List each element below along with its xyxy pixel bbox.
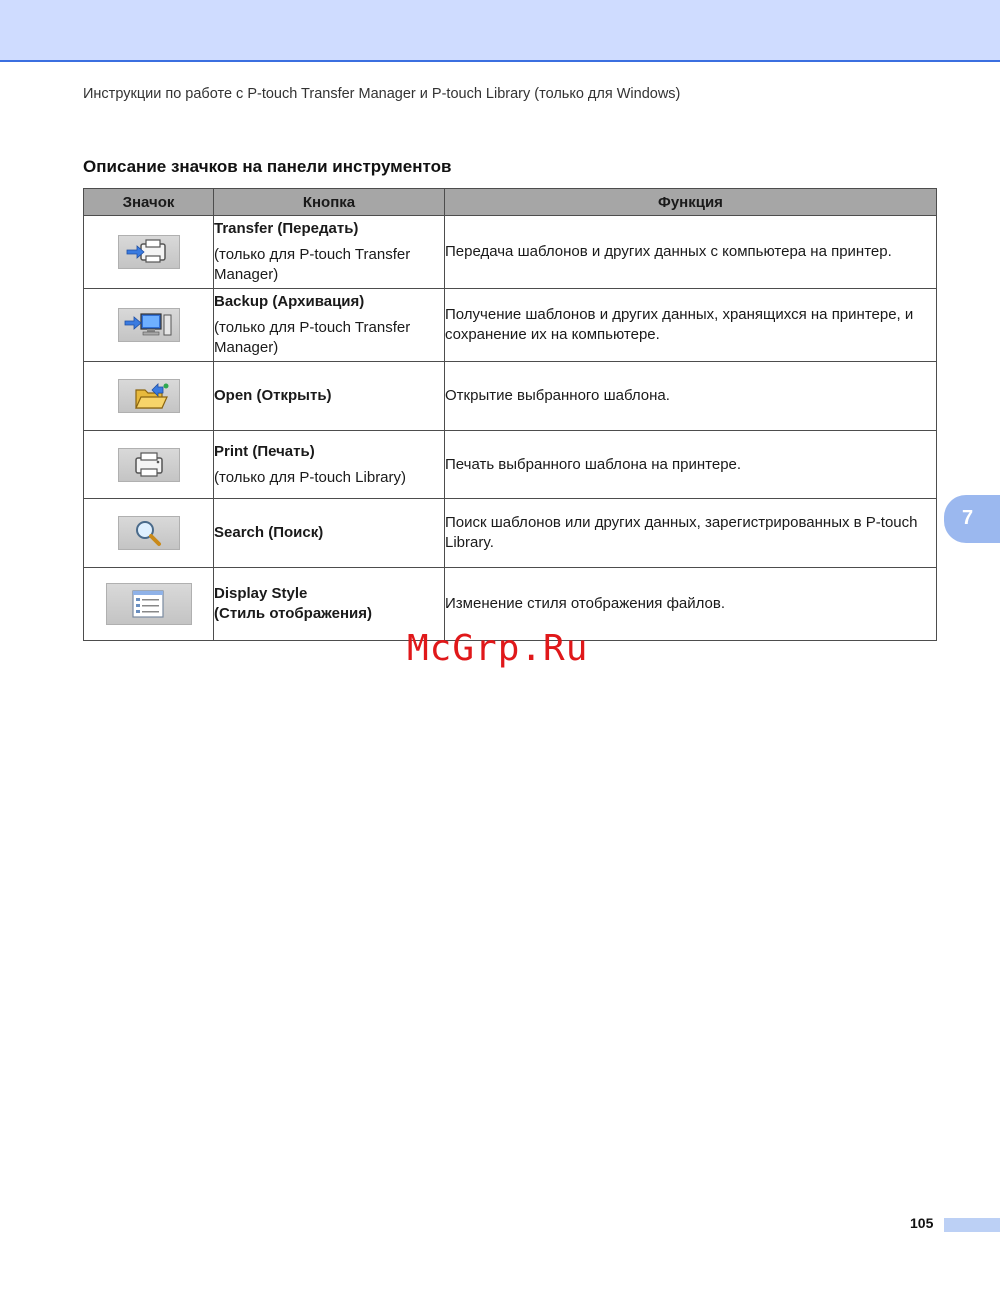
button-cell xyxy=(214,362,445,431)
column-header-function: Функция xyxy=(445,189,937,216)
print-printer-icon xyxy=(118,448,180,482)
icon-cell xyxy=(84,289,214,362)
button-name: Transfer (Передать) xyxy=(214,220,359,237)
icon-cell xyxy=(84,499,214,568)
backup-computer-icon xyxy=(118,308,180,342)
watermark: McGrp.Ru xyxy=(407,628,589,669)
top-band xyxy=(0,0,1000,62)
function-cell: Передача шаблонов и других данных с компьютера на принтер. xyxy=(445,216,937,289)
display-style-list-icon xyxy=(106,583,192,625)
button-name: Display Style (Стиль отображения) xyxy=(214,585,372,622)
table-row xyxy=(84,431,937,499)
function-cell: Получение шаблонов и других данных, хранящихся на принтере, и сохранение их на компьютере. xyxy=(445,289,937,362)
page-number: 105 xyxy=(910,1215,934,1231)
icon-cell xyxy=(84,362,214,431)
button-cell xyxy=(214,216,445,289)
table-header-row xyxy=(84,189,937,216)
function-cell: Поиск шаблонов или других данных, зарегистрированных в P-touch Library. xyxy=(445,499,937,568)
function-cell: Изменение стиля отображения файлов. xyxy=(445,568,937,641)
button-name: Print (Печать) xyxy=(214,442,315,460)
icon-cell xyxy=(84,216,214,289)
table-row xyxy=(84,289,937,362)
button-cell xyxy=(214,499,445,568)
button-note: (только для P-touch Transfer Manager) xyxy=(214,246,411,283)
function-cell: Открытие выбранного шаблона. xyxy=(445,362,937,431)
search-magnifier-icon xyxy=(118,516,180,550)
button-name: Search (Поиск) xyxy=(214,524,324,541)
section-title: Описание значков на панели инструментов xyxy=(83,157,452,176)
button-cell xyxy=(214,431,445,499)
button-name: Open (Открыть) xyxy=(214,387,332,404)
column-header-button: Кнопка xyxy=(214,189,445,216)
table-row xyxy=(84,216,937,289)
button-name: Backup (Архивация) xyxy=(214,293,365,310)
running-head: Инструкции по работе с P-touch Transfer Manager и P-touch Library (только для Windows) xyxy=(83,86,681,102)
open-folder-icon xyxy=(118,379,180,413)
function-cell: Печать выбранного шаблона на принтере. xyxy=(445,431,937,499)
column-header-icon: Значок xyxy=(84,189,214,216)
button-cell xyxy=(214,289,445,362)
button-note: (только для P-touch Library) xyxy=(214,468,407,486)
table-row xyxy=(84,362,937,431)
footer-band xyxy=(944,1218,1000,1232)
chapter-tab: 7 xyxy=(944,495,1000,543)
table-row xyxy=(84,499,937,568)
button-note: (только для P-touch Transfer Manager) xyxy=(214,319,411,356)
icon-cell xyxy=(84,568,214,641)
transfer-printer-icon xyxy=(118,235,180,269)
toolbar-icons-table xyxy=(83,188,937,641)
icon-cell xyxy=(84,431,214,499)
